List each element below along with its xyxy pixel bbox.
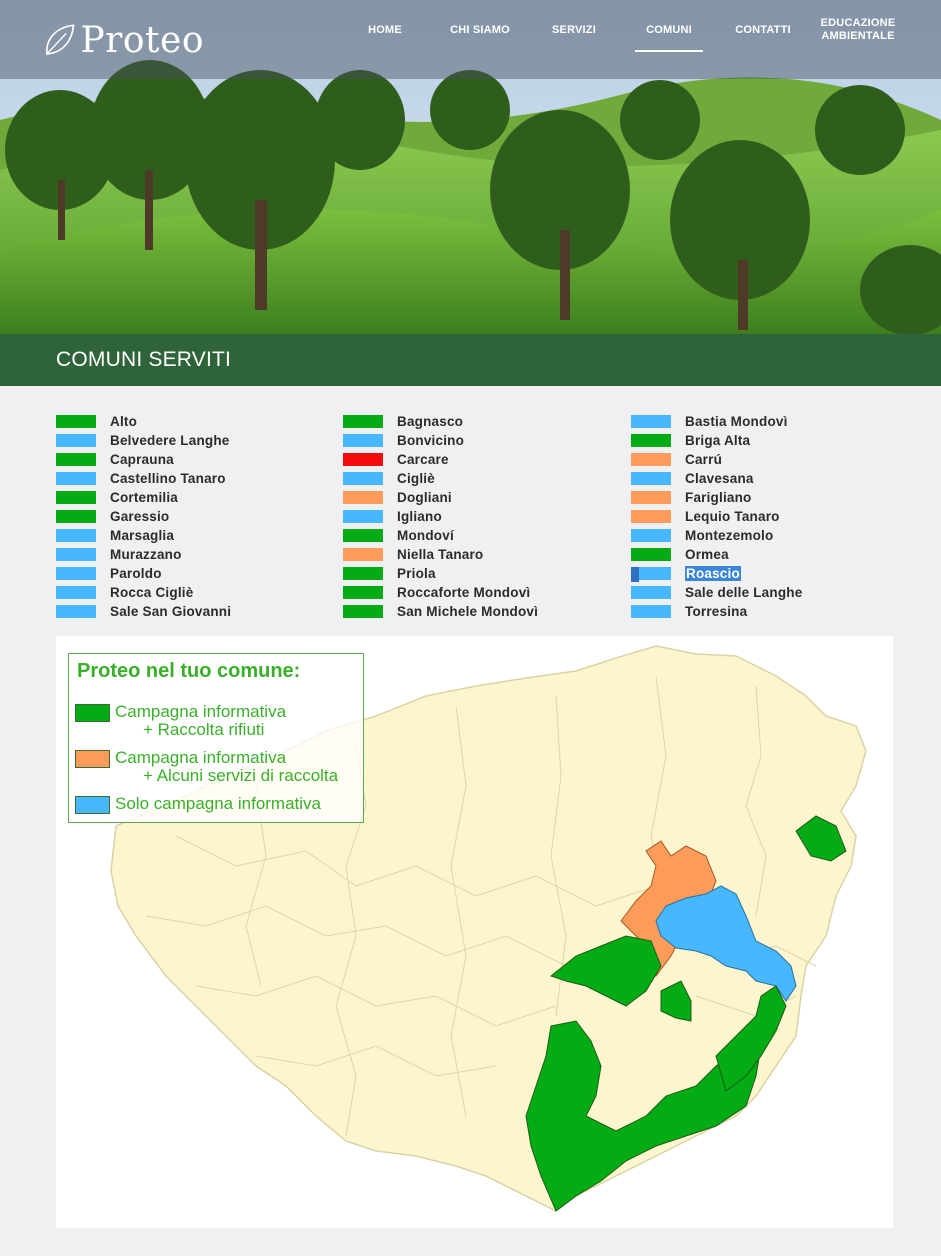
comune-name: Roccaforte Mondovì — [397, 585, 531, 600]
comune-color-swatch — [343, 453, 383, 466]
comune-item[interactable] — [56, 566, 316, 585]
comune-color-swatch — [56, 567, 96, 580]
comune-color-swatch — [56, 434, 96, 447]
comuni-column-1 — [56, 414, 316, 623]
comune-name: Castellino Tanaro — [110, 471, 226, 486]
comune-item[interactable] — [631, 528, 891, 547]
comune-color-swatch — [631, 586, 671, 599]
comune-name: Montezemolo — [685, 528, 774, 543]
comune-item[interactable] — [631, 566, 891, 585]
comune-color-swatch — [631, 548, 671, 561]
comune-item[interactable] — [343, 528, 603, 547]
comune-name: Lequio Tanaro — [685, 509, 780, 524]
nav-active-indicator — [635, 50, 703, 52]
comune-item[interactable] — [343, 414, 603, 433]
comune-color-swatch — [56, 510, 96, 523]
comune-name: Garessio — [110, 509, 170, 524]
legend-text: + Raccolta rifiuti — [143, 720, 265, 739]
comune-color-swatch — [343, 472, 383, 485]
comune-name: Farigliano — [685, 490, 752, 505]
comune-name: Briga Alta — [685, 433, 751, 448]
comune-item[interactable] — [631, 433, 891, 452]
logo[interactable] — [44, 12, 204, 68]
comune-item[interactable] — [631, 490, 891, 509]
legend-swatch-blue — [75, 796, 110, 814]
legend-text: + Alcuni servizi di raccolta — [143, 766, 339, 785]
comune-name: Torresina — [685, 604, 748, 619]
comune-name: Caprauna — [110, 452, 174, 467]
comune-name: San Michele Mondovì — [397, 604, 539, 619]
comune-name: Carcare — [397, 452, 449, 467]
comune-name: Dogliani — [397, 490, 452, 505]
nav-chi-siamo[interactable]: CHI SIAMO — [450, 24, 510, 36]
legend-swatch-orange — [75, 750, 110, 768]
legend-text: Solo campagna informativa — [115, 794, 322, 813]
comuni-column-3 — [631, 414, 891, 623]
comune-name: Rocca Cigliè — [110, 585, 194, 600]
comune-color-swatch — [56, 548, 96, 561]
comune-color-swatch — [631, 415, 671, 428]
comune-item[interactable] — [343, 509, 603, 528]
comune-name: Clavesana — [685, 471, 754, 486]
legend-text: Campagna informativa — [115, 702, 287, 721]
nav-home[interactable]: HOME — [368, 24, 402, 36]
top-navigation-bar — [0, 0, 941, 79]
brand-name: Proteo — [80, 19, 204, 61]
comune-color-swatch — [343, 586, 383, 599]
nav-educazione-ambientale[interactable]: EDUCAZIONE AMBIENTALE — [820, 17, 896, 42]
comune-name: Sale delle Langhe — [685, 585, 803, 600]
comune-color-swatch — [343, 567, 383, 580]
comune-color-swatch — [56, 586, 96, 599]
comune-color-swatch — [56, 491, 96, 504]
comune-name: Sale San Giovanni — [110, 604, 232, 619]
legend-title: Proteo nel tuo comune: — [77, 660, 301, 682]
comune-name: Bonvicino — [397, 433, 465, 448]
comune-item[interactable] — [343, 490, 603, 509]
comune-name: Marsaglia — [110, 528, 175, 543]
comune-item[interactable] — [631, 585, 891, 604]
comune-name: Cigliè — [397, 471, 435, 486]
comune-color-swatch — [631, 529, 671, 542]
selection-marker — [631, 567, 639, 582]
comune-item[interactable] — [56, 471, 316, 490]
comune-item[interactable] — [56, 490, 316, 509]
hero-banner — [0, 0, 941, 334]
legend-text: Campagna informativa — [115, 748, 287, 767]
comune-item[interactable] — [631, 509, 891, 528]
nav-servizi[interactable]: SERVIZI — [552, 24, 596, 36]
comune-item[interactable] — [343, 566, 603, 585]
comune-color-swatch — [631, 491, 671, 504]
comune-item[interactable] — [343, 604, 603, 623]
comune-item[interactable] — [631, 471, 891, 490]
comune-color-swatch — [631, 434, 671, 447]
comune-item[interactable] — [56, 509, 316, 528]
leaf-icon — [44, 17, 76, 63]
comune-name: Roascio — [686, 566, 740, 581]
comune-name: Cortemilia — [110, 490, 179, 505]
comune-color-swatch — [56, 605, 96, 618]
nav-comuni[interactable]: COMUNI — [646, 24, 692, 36]
province-map — [56, 636, 893, 1228]
comune-item[interactable] — [631, 604, 891, 623]
comune-color-swatch — [56, 453, 96, 466]
comune-item[interactable] — [56, 547, 316, 566]
comune-color-swatch — [343, 529, 383, 542]
comune-item[interactable] — [343, 471, 603, 490]
comune-item[interactable] — [631, 414, 891, 433]
comune-item[interactable] — [631, 452, 891, 471]
comune-color-swatch — [56, 415, 96, 428]
legend-swatch-green — [75, 704, 110, 722]
comune-name: Paroldo — [110, 566, 162, 581]
comune-item[interactable] — [343, 547, 603, 566]
comune-color-swatch — [343, 548, 383, 561]
comune-color-swatch — [56, 472, 96, 485]
comune-color-swatch — [631, 510, 671, 523]
comune-name: Ormea — [685, 547, 729, 562]
comune-item[interactable] — [343, 452, 603, 471]
comune-color-swatch — [631, 453, 671, 466]
comune-item[interactable] — [343, 433, 603, 452]
comune-item[interactable] — [56, 585, 316, 604]
comune-item[interactable] — [343, 585, 603, 604]
comune-name: Mondoví — [397, 528, 454, 543]
comune-name: Alto — [110, 414, 138, 429]
comune-name: Bagnasco — [397, 414, 464, 429]
comune-name: Priola — [397, 566, 436, 581]
comune-name: Murazzano — [110, 547, 182, 562]
comune-item[interactable] — [56, 414, 316, 433]
comune-name: Bastia Mondovì — [685, 414, 788, 429]
comune-color-swatch — [631, 472, 671, 485]
comune-name: Niella Tanaro — [397, 547, 484, 562]
comune-color-swatch — [343, 415, 383, 428]
comune-item[interactable] — [56, 452, 316, 471]
comune-name: Belvedere Langhe — [110, 433, 230, 448]
comune-color-swatch — [343, 491, 383, 504]
comune-item[interactable] — [56, 604, 316, 623]
comune-color-swatch — [343, 434, 383, 447]
comune-item[interactable] — [631, 547, 891, 566]
comune-item[interactable] — [56, 528, 316, 547]
comune-color-swatch — [56, 529, 96, 542]
comune-color-swatch — [631, 605, 671, 618]
map-legend — [68, 653, 364, 823]
page-title: COMUNI SERVITI — [56, 348, 232, 371]
comune-color-swatch — [343, 605, 383, 618]
comune-name: Igliano — [397, 509, 442, 524]
comune-color-swatch — [343, 510, 383, 523]
comuni-column-2 — [343, 414, 603, 623]
page-title-bar — [0, 334, 941, 386]
comune-item[interactable] — [56, 433, 316, 452]
comune-name: Carrú — [685, 452, 723, 467]
nav-contatti[interactable]: CONTATTI — [735, 24, 791, 36]
